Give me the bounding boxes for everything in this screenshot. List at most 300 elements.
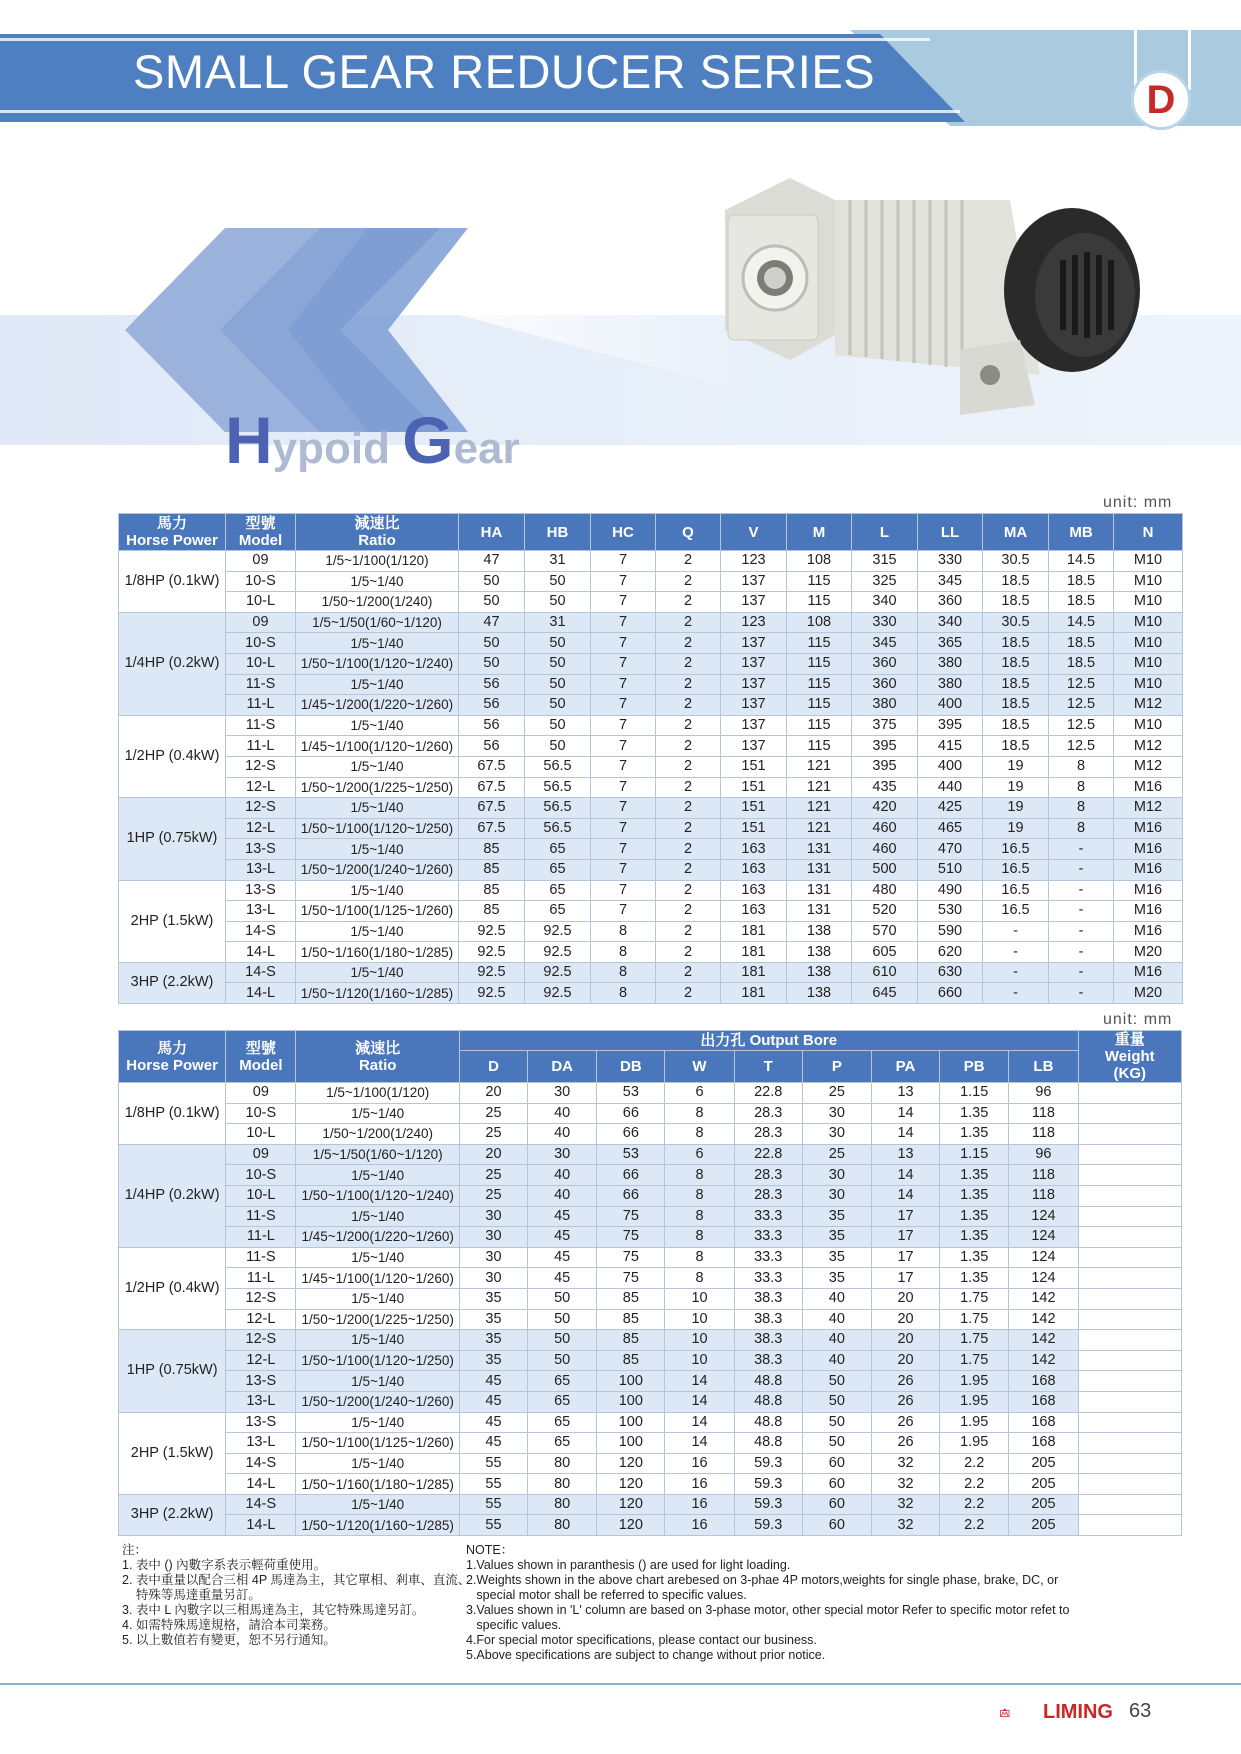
model-cell: 11-L: [226, 695, 296, 716]
value-cell: 67.5: [459, 798, 525, 819]
value-cell: 56.5: [525, 777, 591, 798]
table-row: [119, 962, 1183, 983]
value-cell: M10: [1114, 551, 1183, 572]
value-cell: 92.5: [459, 962, 525, 983]
value-cell: 620: [918, 942, 983, 963]
value-cell: 100: [597, 1371, 665, 1392]
value-cell: 18.5: [1049, 592, 1114, 613]
value-cell: 460: [852, 818, 918, 839]
value-cell: 80: [528, 1474, 597, 1495]
value-cell: 16: [665, 1515, 734, 1536]
model-cell: 14-S: [226, 1494, 296, 1515]
value-cell: 590: [918, 921, 983, 942]
value-cell: 16.5: [983, 880, 1049, 901]
value-cell: 53: [597, 1083, 665, 1104]
value-cell: 18.5: [983, 736, 1049, 757]
value-cell: 131: [787, 839, 852, 860]
value-cell: [1078, 1103, 1181, 1124]
value-cell: 56: [459, 674, 525, 695]
model-cell: 12-S: [226, 798, 296, 819]
value-cell: 40: [528, 1185, 597, 1206]
value-cell: 124: [1009, 1268, 1078, 1289]
value-cell: 360: [852, 653, 918, 674]
ratio-cell: 1/5~1/40: [296, 571, 459, 592]
notes-en-title: NOTE：: [466, 1543, 514, 1557]
value-cell: 13: [871, 1083, 939, 1104]
note-line: 3.Values shown in 'L' column are based on 3-phase motor, other special motor Refer to specific motor refet to: [466, 1603, 1070, 1617]
model-cell: 14-L: [226, 1474, 296, 1495]
value-cell: 92.5: [459, 921, 525, 942]
page-title: SMALL GEAR REDUCER SERIES: [133, 45, 876, 98]
value-cell: 18.5: [983, 633, 1049, 654]
value-cell: 65: [528, 1371, 597, 1392]
value-cell: 50: [528, 1330, 597, 1351]
value-cell: 85: [597, 1350, 665, 1371]
value-cell: 1.95: [940, 1412, 1009, 1433]
value-cell: 7: [591, 633, 656, 654]
value-cell: 460: [852, 839, 918, 860]
horsepower-cell: 3HP (2.2kW): [119, 1494, 226, 1535]
value-cell: 59.3: [734, 1453, 802, 1474]
value-cell: 205: [1009, 1474, 1078, 1495]
value-cell: 66: [597, 1185, 665, 1206]
value-cell: [1078, 1371, 1181, 1392]
value-cell: M20: [1114, 942, 1183, 963]
value-cell: 8: [665, 1268, 734, 1289]
value-cell: [1078, 1144, 1181, 1165]
value-cell: 32: [871, 1515, 939, 1536]
value-cell: 75: [597, 1247, 665, 1268]
value-cell: 340: [918, 612, 983, 633]
value-cell: 1.35: [940, 1185, 1009, 1206]
value-cell: 151: [721, 818, 787, 839]
ratio-cell: 1/5~1/40: [296, 1412, 459, 1433]
value-cell: 8: [591, 921, 656, 942]
model-cell: 13-S: [226, 839, 296, 860]
value-cell: 80: [528, 1453, 597, 1474]
value-cell: 168: [1009, 1391, 1078, 1412]
model-cell: 10-L: [226, 592, 296, 613]
value-cell: 18.5: [983, 571, 1049, 592]
value-cell: 16: [665, 1453, 734, 1474]
value-cell: 2: [656, 839, 721, 860]
value-cell: 10: [665, 1309, 734, 1330]
value-cell: 65: [528, 1391, 597, 1412]
value-cell: [1078, 1268, 1181, 1289]
value-cell: 118: [1009, 1124, 1078, 1145]
table-row: [119, 901, 1183, 922]
ratio-cell: 1/50~1/200(1/225~1/250): [296, 777, 459, 798]
model-cell: 10-S: [226, 1103, 296, 1124]
value-cell: [1078, 1185, 1181, 1206]
value-cell: 520: [852, 901, 918, 922]
table-row: [119, 1185, 1182, 1206]
value-cell: 425: [918, 798, 983, 819]
value-cell: 25: [459, 1165, 527, 1186]
horsepower-cell: 1/8HP (0.1kW): [119, 1083, 226, 1145]
value-cell: 26: [871, 1412, 939, 1433]
value-cell: 96: [1009, 1144, 1078, 1165]
value-cell: 50: [802, 1433, 871, 1454]
value-cell: M12: [1114, 798, 1183, 819]
value-cell: 2: [656, 633, 721, 654]
value-cell: 31: [525, 612, 591, 633]
value-cell: 400: [918, 695, 983, 716]
value-cell: 26: [871, 1371, 939, 1392]
value-cell: 1.75: [940, 1288, 1009, 1309]
model-cell: 14-S: [226, 1453, 296, 1474]
value-cell: 66: [597, 1103, 665, 1124]
value-cell: 35: [459, 1330, 527, 1351]
value-cell: 137: [721, 653, 787, 674]
value-cell: 7: [591, 880, 656, 901]
value-cell: 138: [787, 962, 852, 983]
value-cell: 2.2: [940, 1515, 1009, 1536]
model-cell: 11-L: [226, 1227, 296, 1248]
value-cell: 59.3: [734, 1494, 802, 1515]
value-cell: 395: [852, 756, 918, 777]
value-cell: 345: [852, 633, 918, 654]
note-line: 4.For special motor specifications, please contact our business.: [466, 1633, 817, 1647]
value-cell: 14.5: [1049, 612, 1114, 633]
value-cell: -: [1049, 839, 1114, 860]
value-cell: 40: [802, 1350, 871, 1371]
value-cell: 2: [656, 962, 721, 983]
model-cell: 10-L: [226, 1124, 296, 1145]
table-row: [119, 695, 1183, 716]
value-cell: 65: [525, 839, 591, 860]
col-header-hp: 馬力 Horse Power: [119, 1031, 226, 1083]
model-cell: 13-L: [226, 1391, 296, 1412]
value-cell: 50: [459, 633, 525, 654]
model-cell: 11-S: [226, 1206, 296, 1227]
ratio-cell: 1/5~1/40: [296, 1288, 459, 1309]
value-cell: 8: [1049, 777, 1114, 798]
value-cell: 2: [656, 921, 721, 942]
ratio-cell: 1/5~1/40: [296, 798, 459, 819]
value-cell: 50: [802, 1391, 871, 1412]
value-cell: 14: [871, 1103, 939, 1124]
value-cell: 50: [525, 653, 591, 674]
value-cell: 8: [665, 1124, 734, 1145]
value-cell: 375: [852, 715, 918, 736]
value-cell: 31: [525, 551, 591, 572]
ratio-cell: 1/5~1/40: [296, 1206, 459, 1227]
value-cell: 124: [1009, 1227, 1078, 1248]
value-cell: 6: [665, 1144, 734, 1165]
value-cell: 50: [525, 695, 591, 716]
value-cell: 137: [721, 633, 787, 654]
table-row: [119, 1268, 1182, 1289]
value-cell: 40: [528, 1165, 597, 1186]
value-cell: 2: [656, 612, 721, 633]
value-cell: 7: [591, 653, 656, 674]
value-cell: 330: [852, 612, 918, 633]
value-cell: M10: [1114, 592, 1183, 613]
value-cell: 1.35: [940, 1227, 1009, 1248]
value-cell: 92.5: [525, 962, 591, 983]
value-cell: 67.5: [459, 818, 525, 839]
value-cell: 137: [721, 571, 787, 592]
value-cell: 45: [459, 1391, 527, 1412]
value-cell: [1078, 1206, 1181, 1227]
value-cell: 500: [852, 859, 918, 880]
value-cell: 67.5: [459, 777, 525, 798]
hero-graphic: [0, 160, 1241, 480]
value-cell: -: [1049, 921, 1114, 942]
table-row: [119, 592, 1183, 613]
col-header-da: DA: [528, 1051, 597, 1083]
value-cell: 19: [983, 756, 1049, 777]
model-cell: 14-L: [226, 983, 296, 1004]
value-cell: 14.5: [1049, 551, 1114, 572]
value-cell: [1078, 1165, 1181, 1186]
value-cell: 32: [871, 1453, 939, 1474]
table-row: [119, 1412, 1182, 1433]
hero-letter-h: H: [225, 403, 273, 477]
value-cell: 1.15: [940, 1083, 1009, 1104]
value-cell: 108: [787, 612, 852, 633]
note-line: specific values.: [466, 1618, 562, 1632]
value-cell: 30: [459, 1206, 527, 1227]
value-cell: 35: [459, 1309, 527, 1330]
value-cell: 100: [597, 1433, 665, 1454]
value-cell: 35: [802, 1247, 871, 1268]
value-cell: 10: [665, 1330, 734, 1351]
value-cell: 18.5: [1049, 653, 1114, 674]
ratio-cell: 1/5~1/100(1/120): [296, 551, 459, 572]
col-header-ll: LL: [918, 514, 983, 551]
value-cell: 50: [525, 674, 591, 695]
brand-name: LIMING: [1043, 1701, 1113, 1723]
value-cell: 340: [852, 592, 918, 613]
value-cell: 53: [597, 1144, 665, 1165]
value-cell: M10: [1114, 571, 1183, 592]
value-cell: 465: [918, 818, 983, 839]
value-cell: 115: [787, 571, 852, 592]
value-cell: 2: [656, 674, 721, 695]
table-row: [119, 1206, 1182, 1227]
ratio-cell: 1/5~1/50(1/60~1/120): [296, 612, 459, 633]
value-cell: 121: [787, 777, 852, 798]
value-cell: M10: [1114, 653, 1183, 674]
value-cell: [1078, 1412, 1181, 1433]
ratio-cell: 1/5~1/40: [296, 1371, 459, 1392]
value-cell: 40: [528, 1103, 597, 1124]
value-cell: 2: [656, 983, 721, 1004]
value-cell: 32: [871, 1494, 939, 1515]
table-row: [119, 1144, 1182, 1165]
value-cell: M10: [1114, 633, 1183, 654]
value-cell: 12.5: [1049, 715, 1114, 736]
note-line: 1. 表中 () 內數字系表示輕荷重使用。: [122, 1558, 327, 1572]
col-header-v: V: [721, 514, 787, 551]
value-cell: 181: [721, 983, 787, 1004]
value-cell: 8: [665, 1206, 734, 1227]
note-line: 2. 表中重量以配合三相 4P 馬達為主，其它單相、剎車、直流、: [122, 1573, 471, 1587]
ratio-cell: 1/50~1/200(1/225~1/250): [296, 1309, 459, 1330]
value-cell: 50: [459, 592, 525, 613]
value-cell: 45: [528, 1268, 597, 1289]
dimensions-table-body: [119, 551, 1183, 1004]
ratio-cell: 1/50~1/160(1/180~1/285): [296, 1474, 459, 1495]
ratio-cell: 1/50~1/100(1/125~1/260): [296, 1433, 459, 1454]
value-cell: 660: [918, 983, 983, 1004]
model-cell: 12-L: [226, 1309, 296, 1330]
value-cell: 181: [721, 921, 787, 942]
value-cell: 38.3: [734, 1330, 802, 1351]
value-cell: 380: [918, 674, 983, 695]
value-cell: 124: [1009, 1206, 1078, 1227]
value-cell: 470: [918, 839, 983, 860]
value-cell: [1078, 1515, 1181, 1536]
table-row: [119, 859, 1183, 880]
value-cell: 50: [802, 1412, 871, 1433]
value-cell: 121: [787, 756, 852, 777]
value-cell: 38.3: [734, 1350, 802, 1371]
value-cell: 56: [459, 695, 525, 716]
col-header-model: 型號 Model: [226, 514, 296, 551]
note-line: 特殊等馬達重量另訂。: [122, 1588, 261, 1602]
value-cell: 100: [597, 1391, 665, 1412]
col-header-hp: 馬力 Horse Power: [119, 514, 226, 551]
value-cell: 151: [721, 798, 787, 819]
value-cell: 18.5: [983, 674, 1049, 695]
value-cell: 30: [802, 1103, 871, 1124]
value-cell: 10: [665, 1350, 734, 1371]
value-cell: 530: [918, 901, 983, 922]
ratio-cell: 1/5~1/40: [296, 715, 459, 736]
value-cell: 1.35: [940, 1124, 1009, 1145]
value-cell: 7: [591, 674, 656, 695]
value-cell: 142: [1009, 1309, 1078, 1330]
ratio-cell: 1/5~1/40: [296, 633, 459, 654]
value-cell: 20: [871, 1350, 939, 1371]
table-row: [119, 756, 1183, 777]
value-cell: 14: [871, 1124, 939, 1145]
table-row: [119, 653, 1183, 674]
table-row: [119, 1515, 1182, 1536]
col-header-db: DB: [597, 1051, 665, 1083]
value-cell: 7: [591, 756, 656, 777]
value-cell: 1.75: [940, 1350, 1009, 1371]
value-cell: 8: [665, 1165, 734, 1186]
value-cell: 10: [665, 1288, 734, 1309]
value-cell: 56: [459, 715, 525, 736]
value-cell: 1.95: [940, 1371, 1009, 1392]
horsepower-cell: 2HP (1.5kW): [119, 1412, 226, 1494]
value-cell: 48.8: [734, 1371, 802, 1392]
value-cell: 50: [528, 1309, 597, 1330]
horsepower-cell: 3HP (2.2kW): [119, 962, 226, 1003]
value-cell: 120: [597, 1453, 665, 1474]
value-cell: [1078, 1391, 1181, 1412]
value-cell: 60: [802, 1515, 871, 1536]
value-cell: 18.5: [983, 592, 1049, 613]
value-cell: 8: [591, 942, 656, 963]
value-cell: [1078, 1474, 1181, 1495]
value-cell: M16: [1114, 880, 1183, 901]
value-cell: 345: [918, 571, 983, 592]
value-cell: 118: [1009, 1165, 1078, 1186]
value-cell: 14: [665, 1412, 734, 1433]
value-cell: 26: [871, 1391, 939, 1412]
col-header-t: T: [734, 1051, 802, 1083]
model-cell: 10-S: [226, 633, 296, 654]
note-line: 4. 如需特殊馬達規格，請洽本司業務。: [122, 1618, 336, 1632]
table-row: [119, 633, 1183, 654]
ratio-cell: 1/5~1/40: [296, 674, 459, 695]
value-cell: [1078, 1433, 1181, 1454]
value-cell: 85: [597, 1330, 665, 1351]
ratio-cell: 1/5~1/50(1/60~1/120): [296, 1144, 459, 1165]
value-cell: 65: [525, 880, 591, 901]
value-cell: 45: [459, 1371, 527, 1392]
value-cell: 55: [459, 1453, 527, 1474]
value-cell: 1.15: [940, 1144, 1009, 1165]
value-cell: 50: [528, 1288, 597, 1309]
ratio-cell: 1/50~1/100(1/120~1/250): [296, 818, 459, 839]
value-cell: 108: [787, 551, 852, 572]
value-cell: 440: [918, 777, 983, 798]
value-cell: 35: [802, 1206, 871, 1227]
table-row: [119, 1391, 1182, 1412]
value-cell: 2: [656, 653, 721, 674]
value-cell: 56.5: [525, 756, 591, 777]
model-cell: 10-L: [226, 653, 296, 674]
value-cell: 137: [721, 592, 787, 613]
value-cell: M12: [1114, 756, 1183, 777]
ratio-cell: 1/5~1/40: [296, 921, 459, 942]
value-cell: 66: [597, 1165, 665, 1186]
col-header-output-bore: 出力孔 Output Bore: [459, 1031, 1078, 1051]
value-cell: 30: [459, 1227, 527, 1248]
ratio-cell: 1/45~1/100(1/120~1/260): [296, 736, 459, 757]
ratio-cell: 1/5~1/40: [296, 1247, 459, 1268]
note-line: 5.Above specifications are subject to change without prior notice.: [466, 1648, 826, 1662]
table-row: [119, 1350, 1182, 1371]
col-header-p: P: [802, 1051, 871, 1083]
value-cell: 32: [871, 1474, 939, 1495]
value-cell: 50: [525, 633, 591, 654]
value-cell: 56.5: [525, 798, 591, 819]
value-cell: 30: [459, 1247, 527, 1268]
table-row: [119, 942, 1183, 963]
value-cell: 20: [871, 1330, 939, 1351]
value-cell: M10: [1114, 612, 1183, 633]
value-cell: 33.3: [734, 1227, 802, 1248]
value-cell: 2: [656, 551, 721, 572]
value-cell: 59.3: [734, 1515, 802, 1536]
value-cell: 151: [721, 777, 787, 798]
value-cell: 1.95: [940, 1433, 1009, 1454]
value-cell: M20: [1114, 983, 1183, 1004]
value-cell: 7: [591, 839, 656, 860]
value-cell: 630: [918, 962, 983, 983]
value-cell: 48.8: [734, 1412, 802, 1433]
value-cell: 55: [459, 1515, 527, 1536]
value-cell: 33.3: [734, 1268, 802, 1289]
value-cell: 14: [871, 1165, 939, 1186]
value-cell: 48.8: [734, 1433, 802, 1454]
value-cell: 25: [802, 1144, 871, 1165]
notes-english: [466, 1543, 1186, 1663]
value-cell: 45: [528, 1247, 597, 1268]
value-cell: 360: [918, 592, 983, 613]
value-cell: 7: [591, 695, 656, 716]
value-cell: 131: [787, 880, 852, 901]
table-row: [119, 983, 1183, 1004]
